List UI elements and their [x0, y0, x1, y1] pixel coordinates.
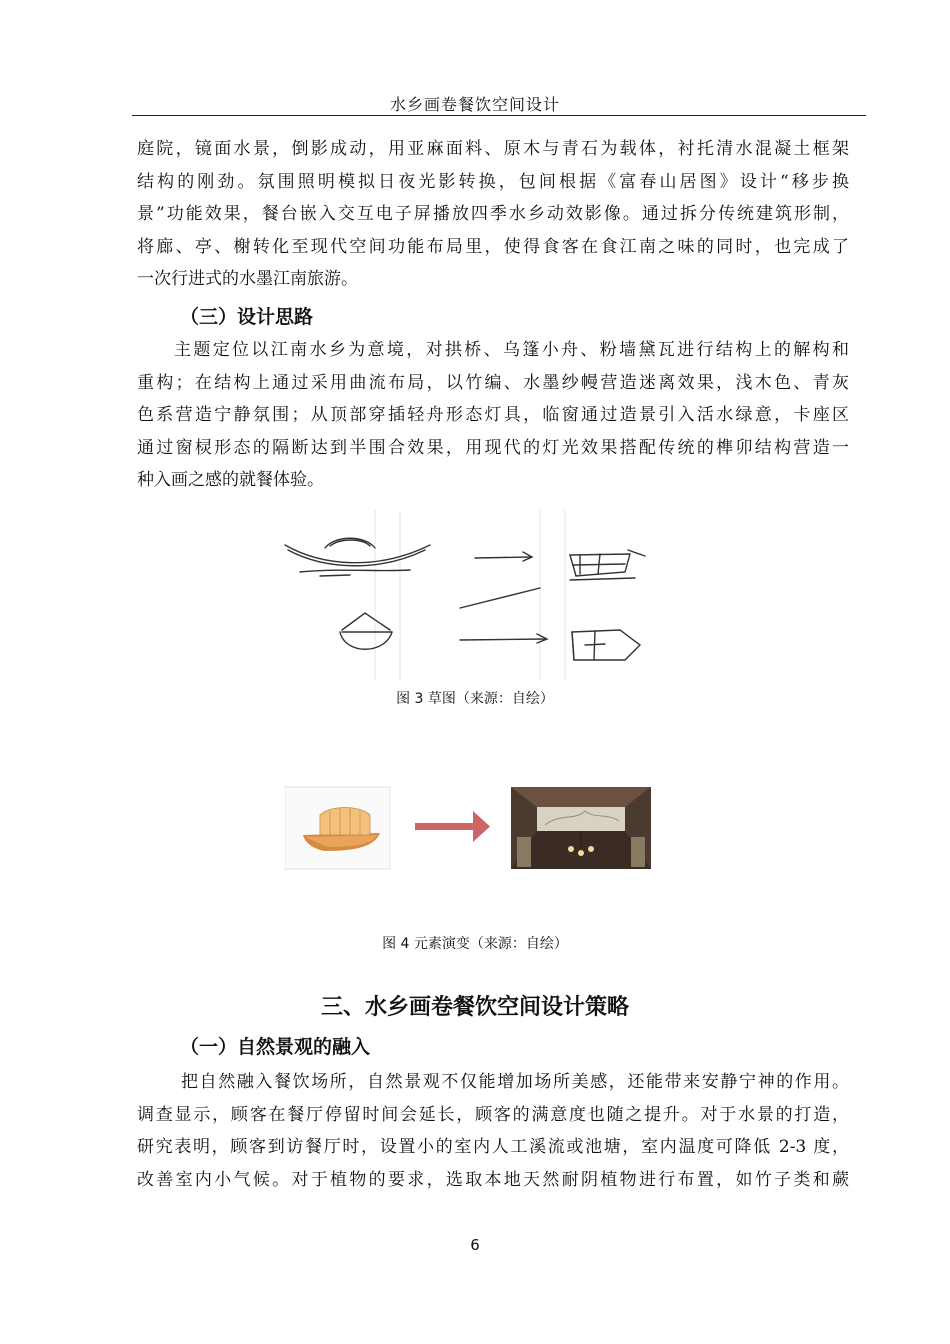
text-line: 通过窗棂形态的隔断达到半围合效果，用现代的灯光效果搭配传统的榫卯结构营造一 [137, 437, 849, 458]
text-line: 改善室内小气候。对于植物的要求，选取本地天然耐阴植物进行布置，如竹子类和蕨 [137, 1169, 849, 1190]
text-line: 重构；在结构上通过采用曲流布局，以竹编、水墨纱幔营造迷离效果，浅木色、青灰 [137, 372, 849, 393]
text-line: 种入画之感的就餐体验。 [137, 470, 324, 491]
text-line: 调查显示，顾客在餐厅停留时间会延长，顾客的满意度也随之提升。对于水景的打造， [137, 1104, 849, 1125]
subsection-heading-natural-landscape: （一）自然景观的融入 [180, 1036, 371, 1058]
natural-landscape-paragraph [137, 1066, 849, 1196]
chapter-heading: 三、水乡画卷餐饮空间设计策略 [320, 995, 629, 1020]
figure4-caption: 图 4 元素演变（来源：自绘） [382, 936, 568, 952]
text-line: 将廊、亭、榭转化至现代空间功能布局里，使得食客在食江南之味的同时，也完成了 [137, 236, 849, 257]
arrow-right-icon [415, 811, 490, 842]
text-line: 一次行进式的水墨江南旅游。 [137, 269, 358, 290]
text-line: 把自然融入餐饮场所，自然景观不仅能增加场所美感，还能带来安静宁神的作用。 [181, 1072, 849, 1092]
sketch-figure [280, 510, 660, 685]
wooden-boat-icon [285, 787, 390, 869]
element-evolution-figure [285, 785, 655, 875]
figure3-caption: 图 3 草图（来源：自绘） [396, 691, 554, 707]
ingot-sketch-icon [340, 613, 392, 649]
text-line: 研究表明，顾客到访餐厅时，设置小的室内人工溪流或池塘，室内温度可降低 2-3 度， [137, 1137, 849, 1158]
text-line: 景”功能效果，餐台嵌入交互电子屏播放四季水乡动效影像。通过拆分传统建筑形制， [137, 204, 849, 225]
section-heading-design-ideas: （三）设计思路 [180, 306, 314, 328]
box-sketch-icon [572, 630, 640, 660]
page-header-title: 水乡画卷餐饮空间设计 [389, 95, 560, 114]
page-number: 6 [470, 1236, 480, 1254]
intro-paragraph [137, 133, 849, 296]
text-line: 主题定位以江南水乡为意境，对拱桥、乌篷小舟、粉墙黛瓦进行结构上的解构和 [174, 340, 849, 360]
text-line: 色系营造宁静氛围；从顶部穿插轻舟形态灯具，临窗通过造景引入活水绿意，卡座区 [137, 405, 849, 426]
header-divider [132, 115, 866, 116]
design-ideas-paragraph [137, 334, 849, 497]
boat-sketch-icon [285, 538, 430, 576]
modern-boat-sketch-icon [570, 550, 645, 580]
text-line: 庭院，镜面水景，倒影成动，用亚麻面料、原木与青石为载体，衬托清水混凝土框架 [137, 139, 849, 159]
text-line: 结构的刚劲。氛围照明模拟日夜光影转换，包间根据《富春山居图》设计“移步换 [137, 171, 849, 192]
ceiling-interior-photo [511, 787, 651, 869]
